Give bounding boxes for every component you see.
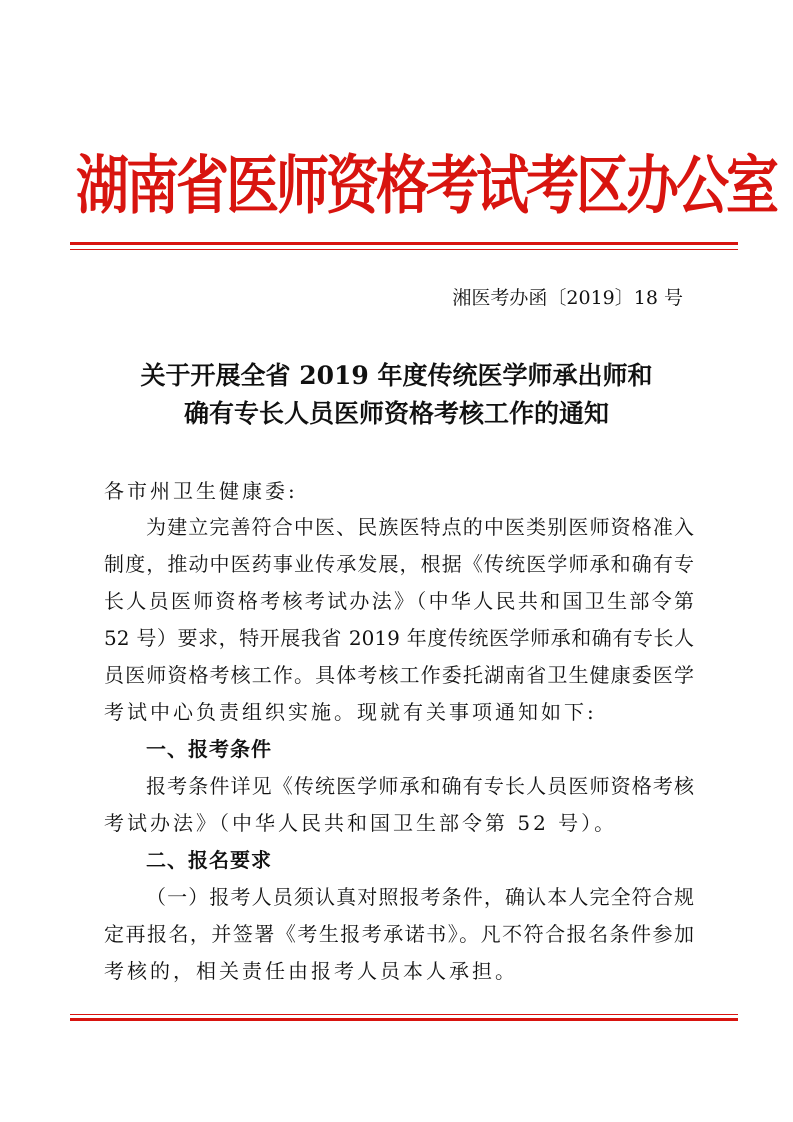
intro-paragraph-line: 长人员医师资格考核考试办法》（中华人民共和国卫生部令第	[104, 589, 694, 613]
section-heading-requirements: 一、报考条件	[146, 737, 272, 761]
intro-paragraph-line: 52 号）要求，特开展我省 2019 年度传统医学师承和确有专长人	[104, 626, 694, 650]
section-heading-registration: 二、报名要求	[146, 848, 272, 872]
intro-paragraph-line: 为建立完善符合中医、民族医特点的中医类别医师资格准入	[146, 515, 694, 539]
footer-rule-thick	[70, 1018, 738, 1021]
intro-paragraph-line: 员医师资格考核工作。具体考核工作委托湖南省卫生健康委医学	[104, 663, 694, 687]
footer-rule-thin	[70, 1014, 738, 1015]
intro-paragraph-line: 制度，推动中医药事业传承发展，根据《传统医学师承和确有专	[104, 552, 694, 576]
section1-paragraph-line: 报考条件详见《传统医学师承和确有专长人员医师资格考核	[146, 774, 694, 798]
header-rule-thin	[70, 249, 738, 250]
notice-title-line-2: 确有专长人员医师资格考核工作的通知	[183, 399, 609, 428]
document-number: 湘医考办函〔2019〕18 号	[452, 287, 683, 309]
section1-paragraph-line: 考试办法》（中华人民共和国卫生部令第 52 号）。	[104, 811, 618, 835]
notice-title-line-1: 关于开展全省 2019 年度传统医学师承出师和	[140, 361, 653, 390]
section2-paragraph-line: 考核的，相关责任由报考人员本人承担。	[104, 959, 518, 983]
section2-paragraph-line: 定再报名，并签署《考生报考承诺书》。凡不符合报名条件参加	[104, 922, 694, 946]
salutation: 各市州卫生健康委:	[104, 479, 298, 503]
section2-paragraph-line: （一）报考人员须认真对照报考条件，确认本人完全符合规	[146, 885, 694, 909]
org-header-title: 湖南省医师资格考试考区办公室	[76, 148, 776, 224]
intro-paragraph-line: 考试中心负责组织实施。现就有关事项通知如下:	[104, 700, 597, 724]
header-rule-thick	[70, 242, 738, 245]
